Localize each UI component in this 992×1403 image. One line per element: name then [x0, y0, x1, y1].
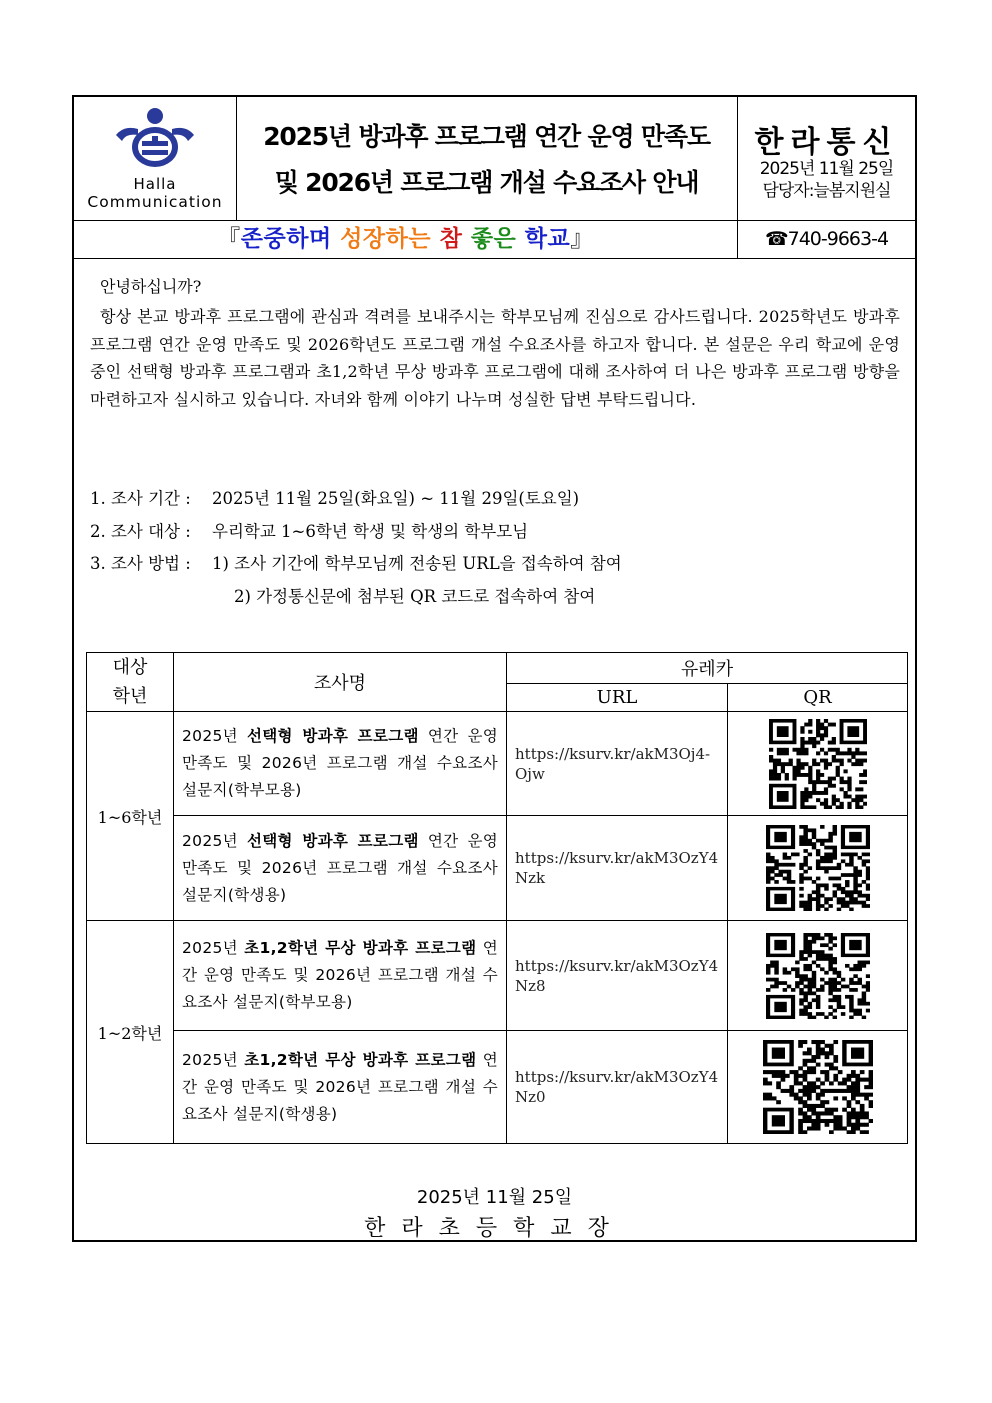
detail-value: 1) 조사 기간에 학부모님께 전송된 URL을 접속하여 참여 [212, 554, 622, 573]
col-header-url: URL [507, 683, 728, 711]
school-motto [74, 220, 738, 258]
phone-number: ☎740-9663-4 [764, 228, 889, 250]
greeting: 안녕하십니까? [100, 277, 202, 296]
table-row [87, 816, 908, 921]
motto-open-bracket: 『 [217, 226, 241, 252]
detail-value: 우리학교 1~6학년 학생 및 학생의 학부모님 [212, 521, 529, 541]
motto-close-bracket: 』 [570, 226, 594, 252]
detail-label: 1. 조사 기간 : [90, 489, 191, 508]
newsletter-name: 한라통신 [754, 125, 899, 160]
document-title-line1: 2025년 방과후 프로그램 연간 운영 만족도 [263, 122, 710, 151]
survey-name-bold: 선택형 방과후 프로그램 [246, 727, 419, 745]
survey-name-suffix: 연간 운영 만족도 및 2026년 프로그램 개설 수요조사 설문지(학생용) [182, 1050, 498, 1123]
qr-cell [728, 712, 908, 816]
motto-word: 존중하며 [240, 225, 332, 252]
motto-word: 참 [439, 225, 463, 252]
survey-url-link[interactable]: https://ksurv.kr/akM3OzY4Nz0 [507, 1031, 728, 1144]
col-header-survey-name: 조사명 [174, 653, 507, 712]
motto-word: 성장하는 [340, 225, 432, 252]
intro-paragraph: 항상 본교 방과후 프로그램에 관심과 격려를 보내주시는 학부모님께 진심으로 감사드립니다. 2025학년도 방과후 프로그램 연간 운영 만족도 및 2026학년도 프로그램 개설 수요조사를 하고자 합니다. 본 설문은 우리 학교에 운영중인 선택형 방과후 프로그램과 초1,2학년 무상 방과후 프로그램에 대해 조사하여 더 나은 방과후 프로그램 방향을 마련하고자 실시하고 있습니다. 자녀와 함께 이야기 나누며 성실한 답변 부탁드립니다. [90, 307, 900, 409]
detail-value: 2025년 11월 25일(화요일) ~ 11월 29일(토요일) [212, 489, 580, 508]
survey-url-link[interactable]: https://ksurv.kr/akM3OzY4Nzk [507, 816, 728, 921]
survey-table [86, 652, 908, 1144]
motto-word: 좋은 [470, 225, 517, 252]
qr-code-icon[interactable] [769, 719, 867, 809]
table-row [87, 1031, 908, 1144]
staff-in-charge: 담당자:늘봄지원실 [762, 181, 891, 201]
title-area [236, 97, 738, 220]
col-header-eureka: 유레카 [507, 653, 908, 684]
school-principal: 한라초등학교장 [364, 1216, 625, 1241]
survey-name-prefix: 2025년 [182, 1050, 245, 1069]
school-logo-icon [112, 105, 198, 171]
survey-url-link[interactable]: https://ksurv.kr/akM3OzY4Nz8 [507, 921, 728, 1031]
newsletter-header [74, 97, 915, 221]
qr-cell [728, 816, 908, 921]
survey-name-suffix: 연간 운영 만족도 및 2026년 프로그램 개설 수요조사 설문지(학부모용) [182, 939, 498, 1011]
qr-code-icon[interactable] [766, 825, 870, 911]
detail-value: 2) 가정통신문에 첨부된 QR 코드로 접속하여 참여 [234, 586, 596, 606]
footer-date: 2025년 11월 25일 [416, 1187, 573, 1208]
qr-cell [728, 921, 908, 1031]
table-row [87, 712, 908, 816]
motto-row [74, 220, 915, 259]
qr-code-icon[interactable] [766, 933, 870, 1019]
survey-name-cell [174, 921, 507, 1031]
survey-name-cell [174, 712, 507, 816]
survey-name-suffix: 연간 운영 만족도 및 2026년 프로그램 개설 수요조사 설문지(학생용) [182, 831, 498, 904]
survey-name-cell [174, 816, 507, 921]
grade-cell: 1~6학년 [87, 712, 174, 921]
survey-url-link[interactable]: https://ksurv.kr/akM3Oj4-Ojw [507, 712, 728, 816]
grade-cell: 1~2학년 [87, 921, 174, 1144]
survey-name-suffix: 연간 운영 만족도 및 2026년 프로그램 개설 수요조사 설문지(학부모용) [182, 727, 498, 799]
survey-name-bold: 선택형 방과후 프로그램 [246, 831, 419, 850]
detail-label: 2. 조사 대상 : [90, 521, 191, 541]
table-row [87, 921, 908, 1031]
survey-name-bold: 초1,2학년 무상 방과후 프로그램 [244, 1050, 477, 1069]
survey-name-cell [174, 1031, 507, 1144]
motto-word: 학교 [524, 225, 571, 252]
newsletter-info [738, 97, 915, 220]
survey-name-prefix: 2025년 [182, 831, 247, 850]
detail-label: 3. 조사 방법 : [90, 554, 191, 573]
logo-area [74, 97, 237, 220]
col-header-grade-line2: 학년 [112, 686, 148, 707]
logo-text-halla: Halla [133, 175, 177, 193]
qr-code-icon[interactable] [763, 1040, 873, 1134]
qr-cell [728, 1031, 908, 1144]
col-header-grade-line1: 대상 [112, 657, 148, 678]
logo-text-communication: Communication [87, 193, 223, 211]
newsletter-frame [72, 95, 917, 1242]
survey-name-bold: 초1,2학년 무상 방과후 프로그램 [244, 939, 477, 957]
survey-name-prefix: 2025년 [182, 727, 247, 745]
issue-date: 2025년 11월 25일 [759, 159, 894, 179]
col-header-qr: QR [728, 683, 908, 711]
col-header-grade [87, 653, 174, 712]
document-title-line2: 및 2026년 프로그램 개설 수요조사 안내 [274, 168, 699, 197]
survey-name-prefix: 2025년 [182, 939, 245, 957]
